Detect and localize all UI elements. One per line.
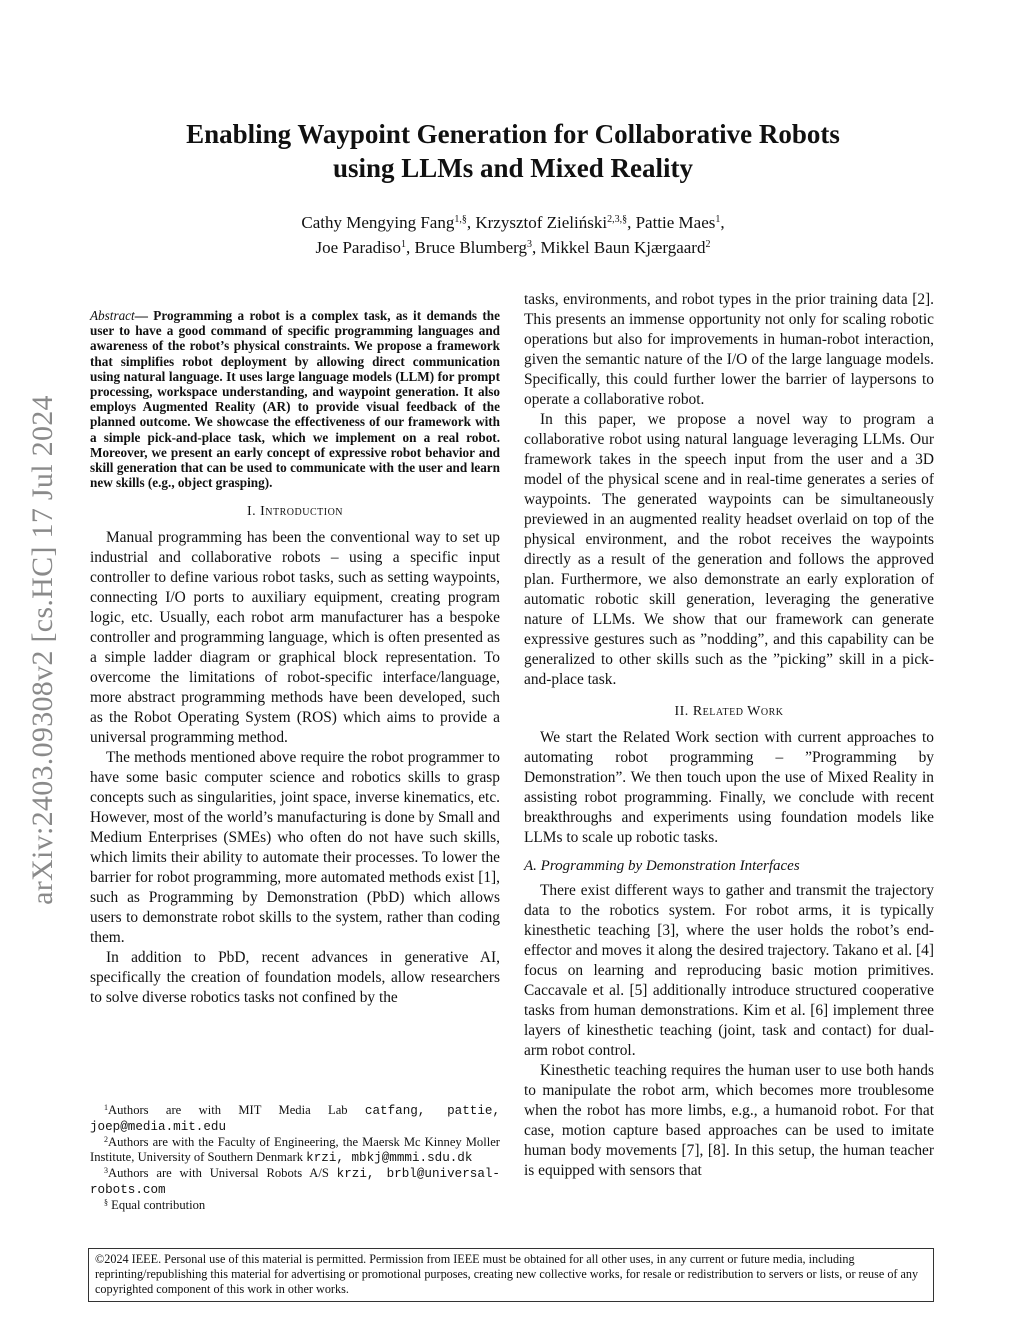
title-line-2: using LLMs and Mixed Reality [332, 153, 694, 183]
section-number: II. [674, 704, 693, 719]
author-line-2 [90, 235, 936, 260]
footnote-text: Authors are with MIT Media Lab [108, 1103, 365, 1117]
author-affiliation: 1 [401, 239, 406, 250]
footnote-mark: § [104, 1198, 108, 1207]
author-name: , Mikkel Baun Kjærgaard [532, 238, 706, 257]
footnote-mark: 1 [104, 1103, 108, 1112]
section-number: I. [246, 504, 261, 520]
author-affiliation: 1,§ [454, 214, 467, 225]
author-affiliation: 2,3,§ [607, 214, 628, 225]
footnote-text: Authors are with Universal Robots A/S [108, 1166, 337, 1180]
author-name: , Pattie Maes [627, 213, 716, 232]
title-line-1: Enabling Waypoint Generation for Collaborative Robots [186, 119, 840, 149]
footnote-mark: 3 [104, 1166, 108, 1175]
paragraph: There exist different ways to gather and transmit the trajectory data to the robotics system. For robot arms, it is typically kinesthetic teaching [3], where the user holds the robot’s end-effector and moves it along the desired trajectory. Takano et al. [4] focus on learning and reproducing basic motion primitives. Caccavale et al. [5] additionally introduce structured cooperative tasks from human demonstrations. Kim et al. [6] implement three layers of kinesthetic teaching (joint, task and contact) for dual-arm robot control. [524, 882, 934, 1059]
footnote-text: Authors are with the Faculty of Engineering, the Maersk Mc Kinney Moller Institute, University of Southern Denmark [90, 1135, 500, 1164]
section-heading-introduction [90, 504, 500, 520]
author-name: , Krzysztof Zieliński [466, 213, 608, 232]
subsection-heading: A. Programming by Demonstration Interfaces [524, 858, 800, 874]
abstract [90, 308, 500, 490]
paragraph: We start the Related Work section with current approaches to automating robot programming – ”Programming by Demonstration”. We then touch upon the use of Mixed Reality in assisting robot programming. Finally, we conclude with recent breakthroughs and experiments using foundation models like LLMs to scale up robotic tasks. [524, 729, 934, 846]
author-line-1 [90, 210, 936, 235]
paper-title [90, 117, 936, 185]
footnote [90, 1103, 500, 1135]
footnote-text: Equal contribution [108, 1198, 206, 1212]
paragraph: The methods mentioned above require the robot programmer to have some basic computer science and robotics skills to grasp concepts such as singularities, joint space, inverse kinematics, etc. However, most of the world’s manufacturing is done by Small and Medium Enterprises (SMEs) who often do not have such skills, which limits their ability to automate their processes. To lower the barrier for robot programming, more automated methods exist [1], such as Programming by Demonstration (PbD) which allows users to demonstrate robot skills to the system, rather than coding them. [90, 749, 500, 947]
arxiv-watermark [28, 340, 58, 960]
arxiv-id: arXiv:2403.09308v2 [cs.HC] 17 Jul 2024 [26, 395, 60, 905]
paragraph: Manual programming has been the conventional way to set up industrial and collaborative robots – using a specific input controller to define various robot tasks, such as setting waypoints, connecting I/O ports to auxiliary equipment, creating program logic, etc. Usually, each robot arm manufacturer has a bespoke controller and programming language, which is often presented as a simple ladder diagram or graphical block representation. To overcome the limitations of robot-specific interface/language, more abstract programming methods have been developed, such as the Robot Operating System (ROS) which aims to provide a universal programming method. [90, 529, 500, 747]
section-title: Introduction [260, 504, 344, 520]
author-separator: , [720, 213, 725, 232]
paragraph: In this paper, we propose a novel way to program a collaborative robot using natural language leveraging LLMs. Our framework takes in the speech input from the user and a 3D model of the physical scene and in real-time generates a series of waypoints. The generated waypoints can be simultaneously previewed in an augmented reality headset overlaid on top of the physical environment, and the robot receives the waypoints directly as a result of the generation and follows the approved plan. Furthermore, we also demonstrate an early exploration of automatic robotic skill generation, leveraging the generative nature of LLMs. We show that our framework can generate expressive gestures such as ”nodding”, and this capability can be generalized to other skills such as the ”picking” skill in a pick-and-place task. [524, 411, 934, 688]
author-list [90, 210, 936, 260]
abstract-text: — Programming a robot is a complex task, as it demands the user to have a good command of specific programming languages and awareness of the robot’s physical constraints. We propose a framework that simplifies robot deployment by allowing direct communication using natural language. It uses large language models (LLM) for prompt processing, workspace understanding, and waypoint generation. It also employs Augmented Reality (AR) to provide visual feedback of the planned outcome. We showcase the effectiveness of our framework with a simple pick-and-place task, which we implement on a real robot. Moreover, we present an early concept of expressive robot behavior and skill generation that can be used to communicate with the user and learn new skills (e.g., object grasping). [90, 308, 500, 491]
footnote-email: catfang, pattie, joep@media.mit.edu [90, 1104, 501, 1134]
footnote-email: krzi, brbl@universal-robots.com [90, 1167, 500, 1197]
author-affiliation: 3 [527, 239, 533, 250]
paragraph: In addition to PbD, recent advances in generative AI, specifically the creation of foundation models, allow researchers to solve diverse robotics tasks not confined by the [90, 949, 500, 1007]
footnote [90, 1135, 500, 1166]
footnote-email: krzi, mbkj@mmmi.sdu.dk [306, 1151, 473, 1165]
right-column [524, 290, 934, 1181]
author-affiliation: 1 [715, 214, 721, 225]
author-name: Cathy Mengying Fang [301, 213, 455, 232]
paragraph: tasks, environments, and robot types in the prior training data [2]. This presents an immense opportunity not only for scaling robotic operations but also for improvements in human-robot interaction, given the semantic nature of the I/O of the large language models. Specifically, this could further lower the barrier of laypersons to operate a collaborative robot. [524, 291, 934, 408]
section-title: Related Work [692, 704, 784, 719]
footnote-mark: 2 [104, 1135, 108, 1144]
author-name: , Bruce Blumberg [406, 238, 528, 257]
author-affiliation: 2 [705, 239, 711, 250]
section-heading-related-work [524, 704, 934, 720]
footnote [90, 1198, 500, 1213]
footnotes [90, 1103, 500, 1213]
author-name: Joe Paradiso [315, 238, 401, 257]
abstract-label: Abstract [90, 308, 135, 323]
left-column [90, 300, 500, 1008]
copyright-notice: ©2024 IEEE. Personal use of this material is permitted. Permission from IEEE must be obtained for all other uses, in any current or future media, including reprinting/republishing this material for advertising or promotional purposes, creating new collective works, for resale or redistribution to servers or lists, or reuse of any copyrighted component of this work in other works. [88, 1248, 934, 1302]
footnote [90, 1166, 500, 1198]
paragraph: Kinesthetic teaching requires the human user to use both hands to manipulate the robot arm, which becomes more troublesome when the robot has more limbs, e.g., a humanoid robot. For that case, motion capture based approaches can be used to imitate human body movements [7], [8]. In this setup, the human teacher is equipped with sensors that [524, 1062, 934, 1179]
